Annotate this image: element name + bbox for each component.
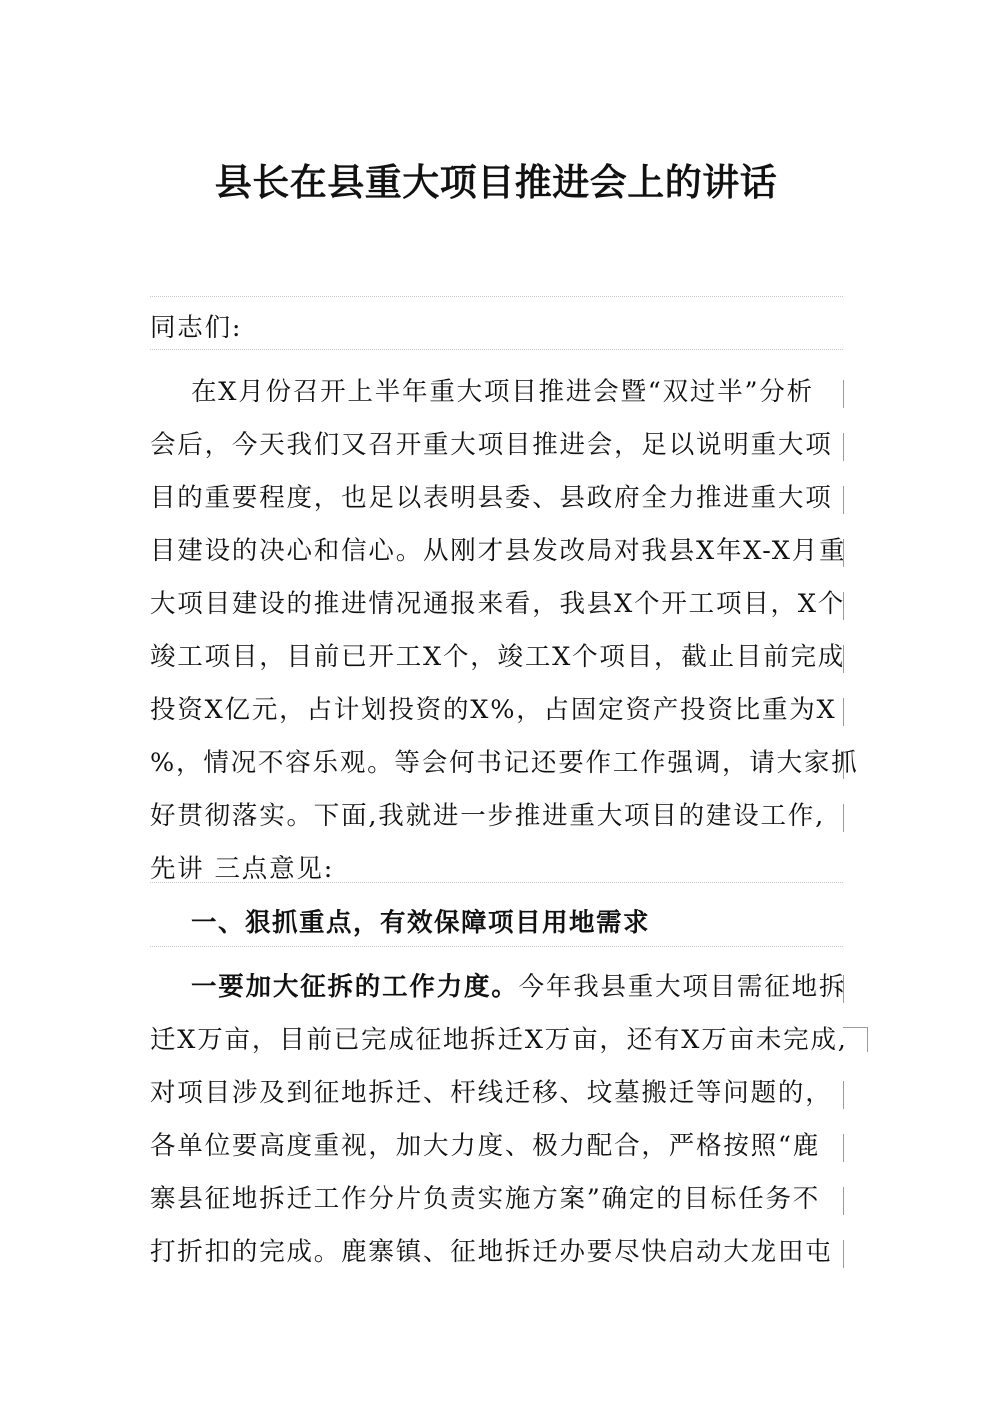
paragraph-line: 大项目建设的推进情况通报来看，我县X个开工项目，X个: [150, 589, 846, 619]
paragraph-line: 会后，今天我们又召开重大项目推进会，足以说明重大项: [150, 430, 833, 460]
line-end-mark: [843, 975, 844, 1003]
paragraph-line: 寨县征地拆迁工作分片负责实施方案”确定的目标任务不: [150, 1184, 821, 1214]
line-end-mark: [843, 486, 844, 514]
line-end-mark: [843, 645, 844, 673]
line-end-mark: [843, 380, 844, 408]
paragraph-line: 目的重要程度，也足以表明县委、县政府全力推进重大项: [150, 483, 833, 513]
paragraph-line: 先讲 三点意见:: [150, 854, 335, 884]
salutation: [150, 302, 843, 355]
line-end-mark: [843, 751, 844, 779]
line-end-mark: [843, 1187, 844, 1215]
paragraph-line: 打折扣的完成。鹿寨镇、征地拆迁办要尽快启动大龙田屯: [150, 1237, 833, 1267]
line-end-mark: [843, 1081, 844, 1109]
line-end-mark: [843, 592, 844, 620]
paragraph-line: 各单位要高度重视，加大力度、极力配合，严格按照“鹿: [150, 1131, 821, 1161]
paragraph-line: %，情况不容乐观。等会何书记还要作工作强调，请大家抓: [150, 748, 859, 778]
paragraph-line: 目建设的决心和信心。从刚才县发改局对我县X年X-X月重: [150, 536, 847, 566]
paragraph-line: 投资X亿元，占计划投资的X%，占固定资产投资比重为X: [150, 695, 837, 725]
paragraph-line: 好贯彻落实。下面,我就进一步推进重大项目的建设工作,: [150, 801, 826, 831]
paragraph-line: 迁X万亩，目前已完成征地拆迁X万亩，还有X万亩未完成,: [150, 1025, 848, 1055]
paragraph-line: [150, 961, 847, 1014]
section-heading: 一、狠抓重点，有效保障项目用地需求: [191, 908, 651, 938]
line-end-mark: [843, 1240, 844, 1268]
line-end-mark: [843, 433, 844, 461]
divider-line: [150, 882, 843, 883]
paragraph-line: 竣工项目，目前已开工X个，竣工X个项目，截止目前完成: [150, 642, 846, 672]
paragraph-line: 在X月份召开上半年重大项目推进会暨“双过半”分析: [191, 377, 814, 407]
paragraph-lead-bold: 一要加大征拆的工作力度。: [191, 972, 519, 1002]
line-end-mark: [843, 1134, 844, 1162]
divider-line: [150, 296, 843, 297]
salutation-text: 同志们:: [150, 313, 243, 343]
paragraph-2: [150, 961, 848, 1279]
divider-line: [150, 349, 843, 350]
divider-line: [150, 946, 843, 947]
paragraph-line: 对项目涉及到征地拆迁、杆线迁移、坟墓搬迁等问题的，: [150, 1078, 833, 1108]
line-end-mark: [843, 539, 844, 567]
line-end-mark: [843, 804, 844, 832]
line-end-mark: [843, 698, 844, 726]
paragraph-line-rest: 今年我县重大项目需征地拆: [518, 972, 847, 1002]
line-end-corner-mark: [843, 1027, 868, 1052]
document-title: 县长在县重大项目推进会上的讲话: [214, 160, 778, 204]
paragraph-1: [150, 366, 859, 896]
